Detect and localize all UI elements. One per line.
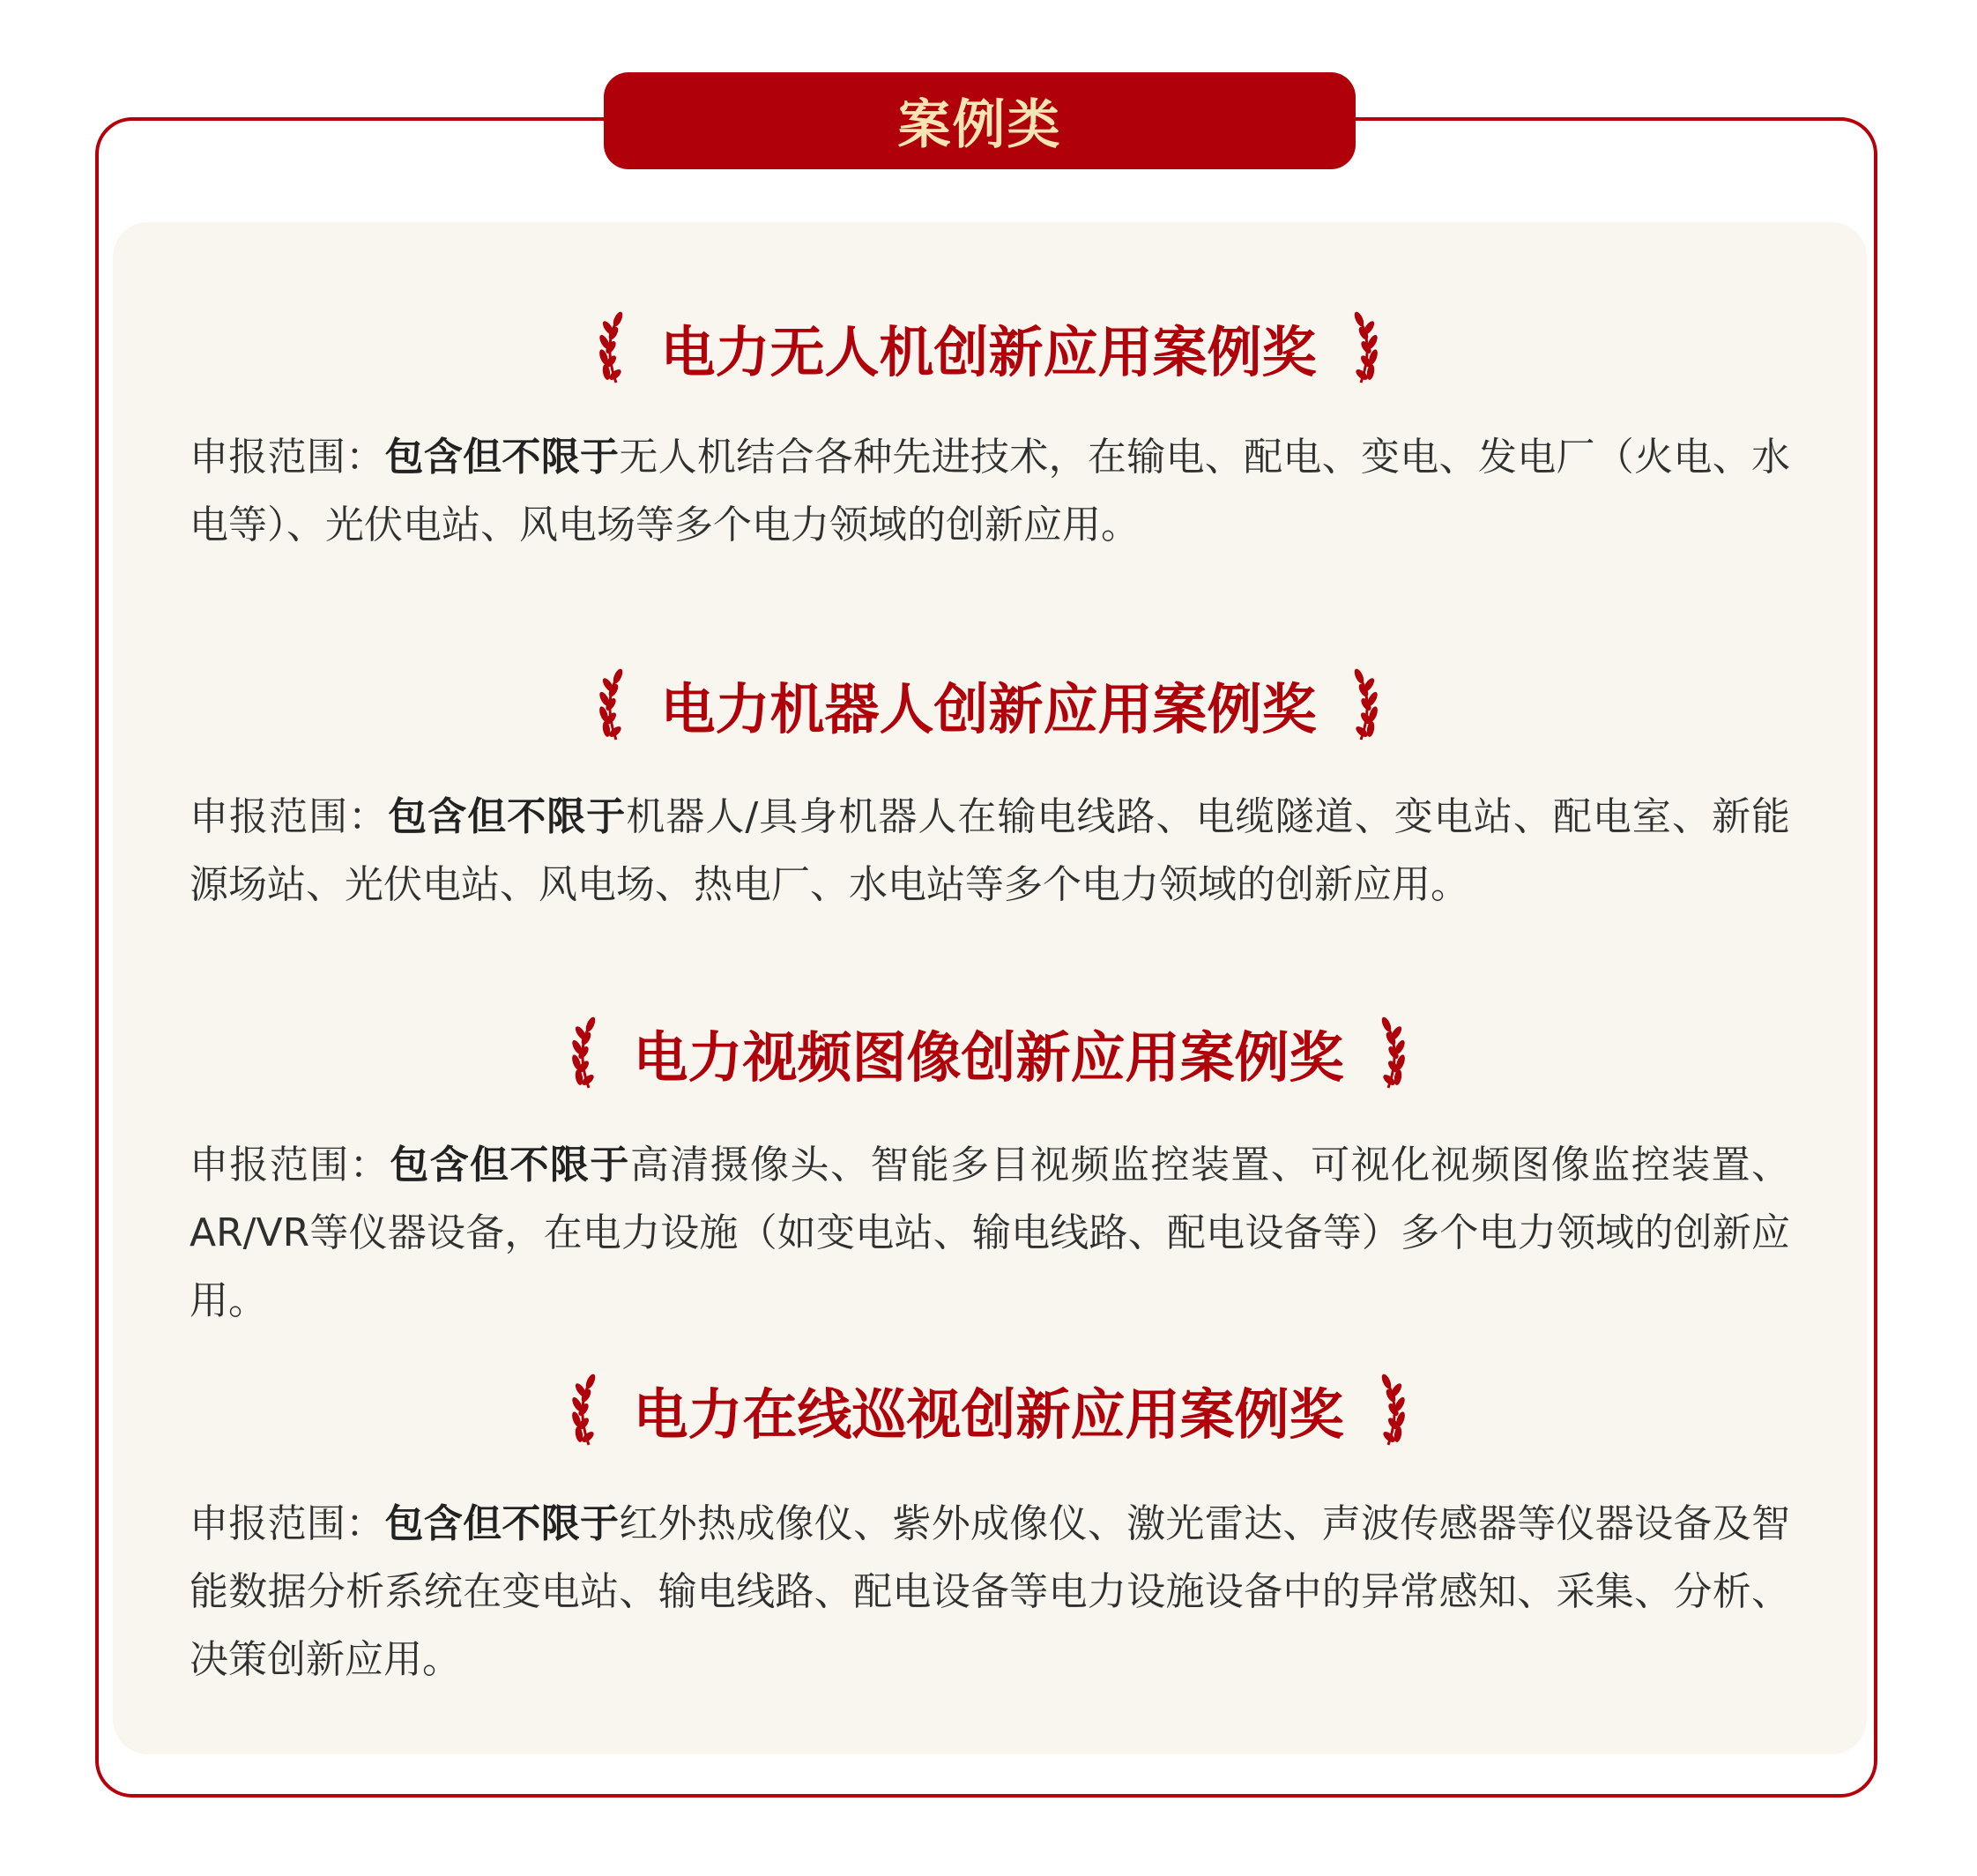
laurel-right-icon <box>1349 310 1379 386</box>
scope-emphasis: 包含但不限于 <box>384 435 620 480</box>
laurel-left-icon <box>571 1016 601 1091</box>
scope-label: 申报范围： <box>190 435 385 480</box>
award-heading-patrol <box>0 1371 1977 1449</box>
award-description-robot <box>190 783 1790 919</box>
award-heading-uav <box>0 309 1977 387</box>
scope-text: 机器人/具身机器人在输电线路、电缆隧道、变电站、配电室、新能源场站、光伏电站、风电场、热电厂、水电站等多个电力领域的创新应用。 <box>190 794 1791 907</box>
award-description-patrol <box>190 1490 1790 1694</box>
scope-text: 无人机结合各种先进技术，在输电、配电、变电、发电厂（火电、水电等）、光伏电站、风电场等多个电力领域的创新应用。 <box>190 435 1791 547</box>
award-title: 电力无人机创新应用案例奖 <box>660 320 1317 384</box>
award-description-video <box>190 1131 1790 1335</box>
scope-emphasis: 包含但不限于 <box>384 1501 620 1546</box>
award-heading-video <box>0 1014 1977 1092</box>
laurel-right-icon <box>1376 1373 1406 1448</box>
laurel-left-icon <box>571 1373 601 1448</box>
scope-emphasis: 包含但不限于 <box>388 794 627 839</box>
award-description-uav <box>190 423 1790 559</box>
scope-text: 高清摄像头、智能多目视频监控装置、可视化视频图像监控装置、AR/VR等仪器设备，在电力设施（如变电站、输电线路、配电设备等）多个电力领域的创新应用。 <box>190 1143 1791 1323</box>
laurel-left-icon <box>598 667 628 743</box>
award-title: 电力机器人创新应用案例奖 <box>660 677 1317 741</box>
scope-emphasis: 包含但不限于 <box>390 1143 630 1187</box>
scope-text: 红外热成像仪、紫外成像仪、激光雷达、声波传感器等仪器设备及智能数据分析系统在变电站、输电线路、配电设备等电力设施设备中的异常感知、采集、分析、决策创新应用。 <box>190 1501 1791 1682</box>
laurel-right-icon <box>1376 1016 1406 1091</box>
award-title: 电力视频图像创新应用案例奖 <box>633 1025 1344 1090</box>
scope-label: 申报范围： <box>190 1501 385 1546</box>
section-title-tab <box>604 72 1356 169</box>
laurel-left-icon <box>598 310 628 386</box>
award-title: 电力在线巡视创新应用案例奖 <box>633 1382 1344 1447</box>
scope-label: 申报范围： <box>190 1143 390 1187</box>
award-heading-robot <box>0 666 1977 744</box>
section-title: 案例类 <box>897 94 1062 156</box>
laurel-right-icon <box>1349 667 1379 743</box>
scope-label: 申报范围： <box>190 794 389 839</box>
